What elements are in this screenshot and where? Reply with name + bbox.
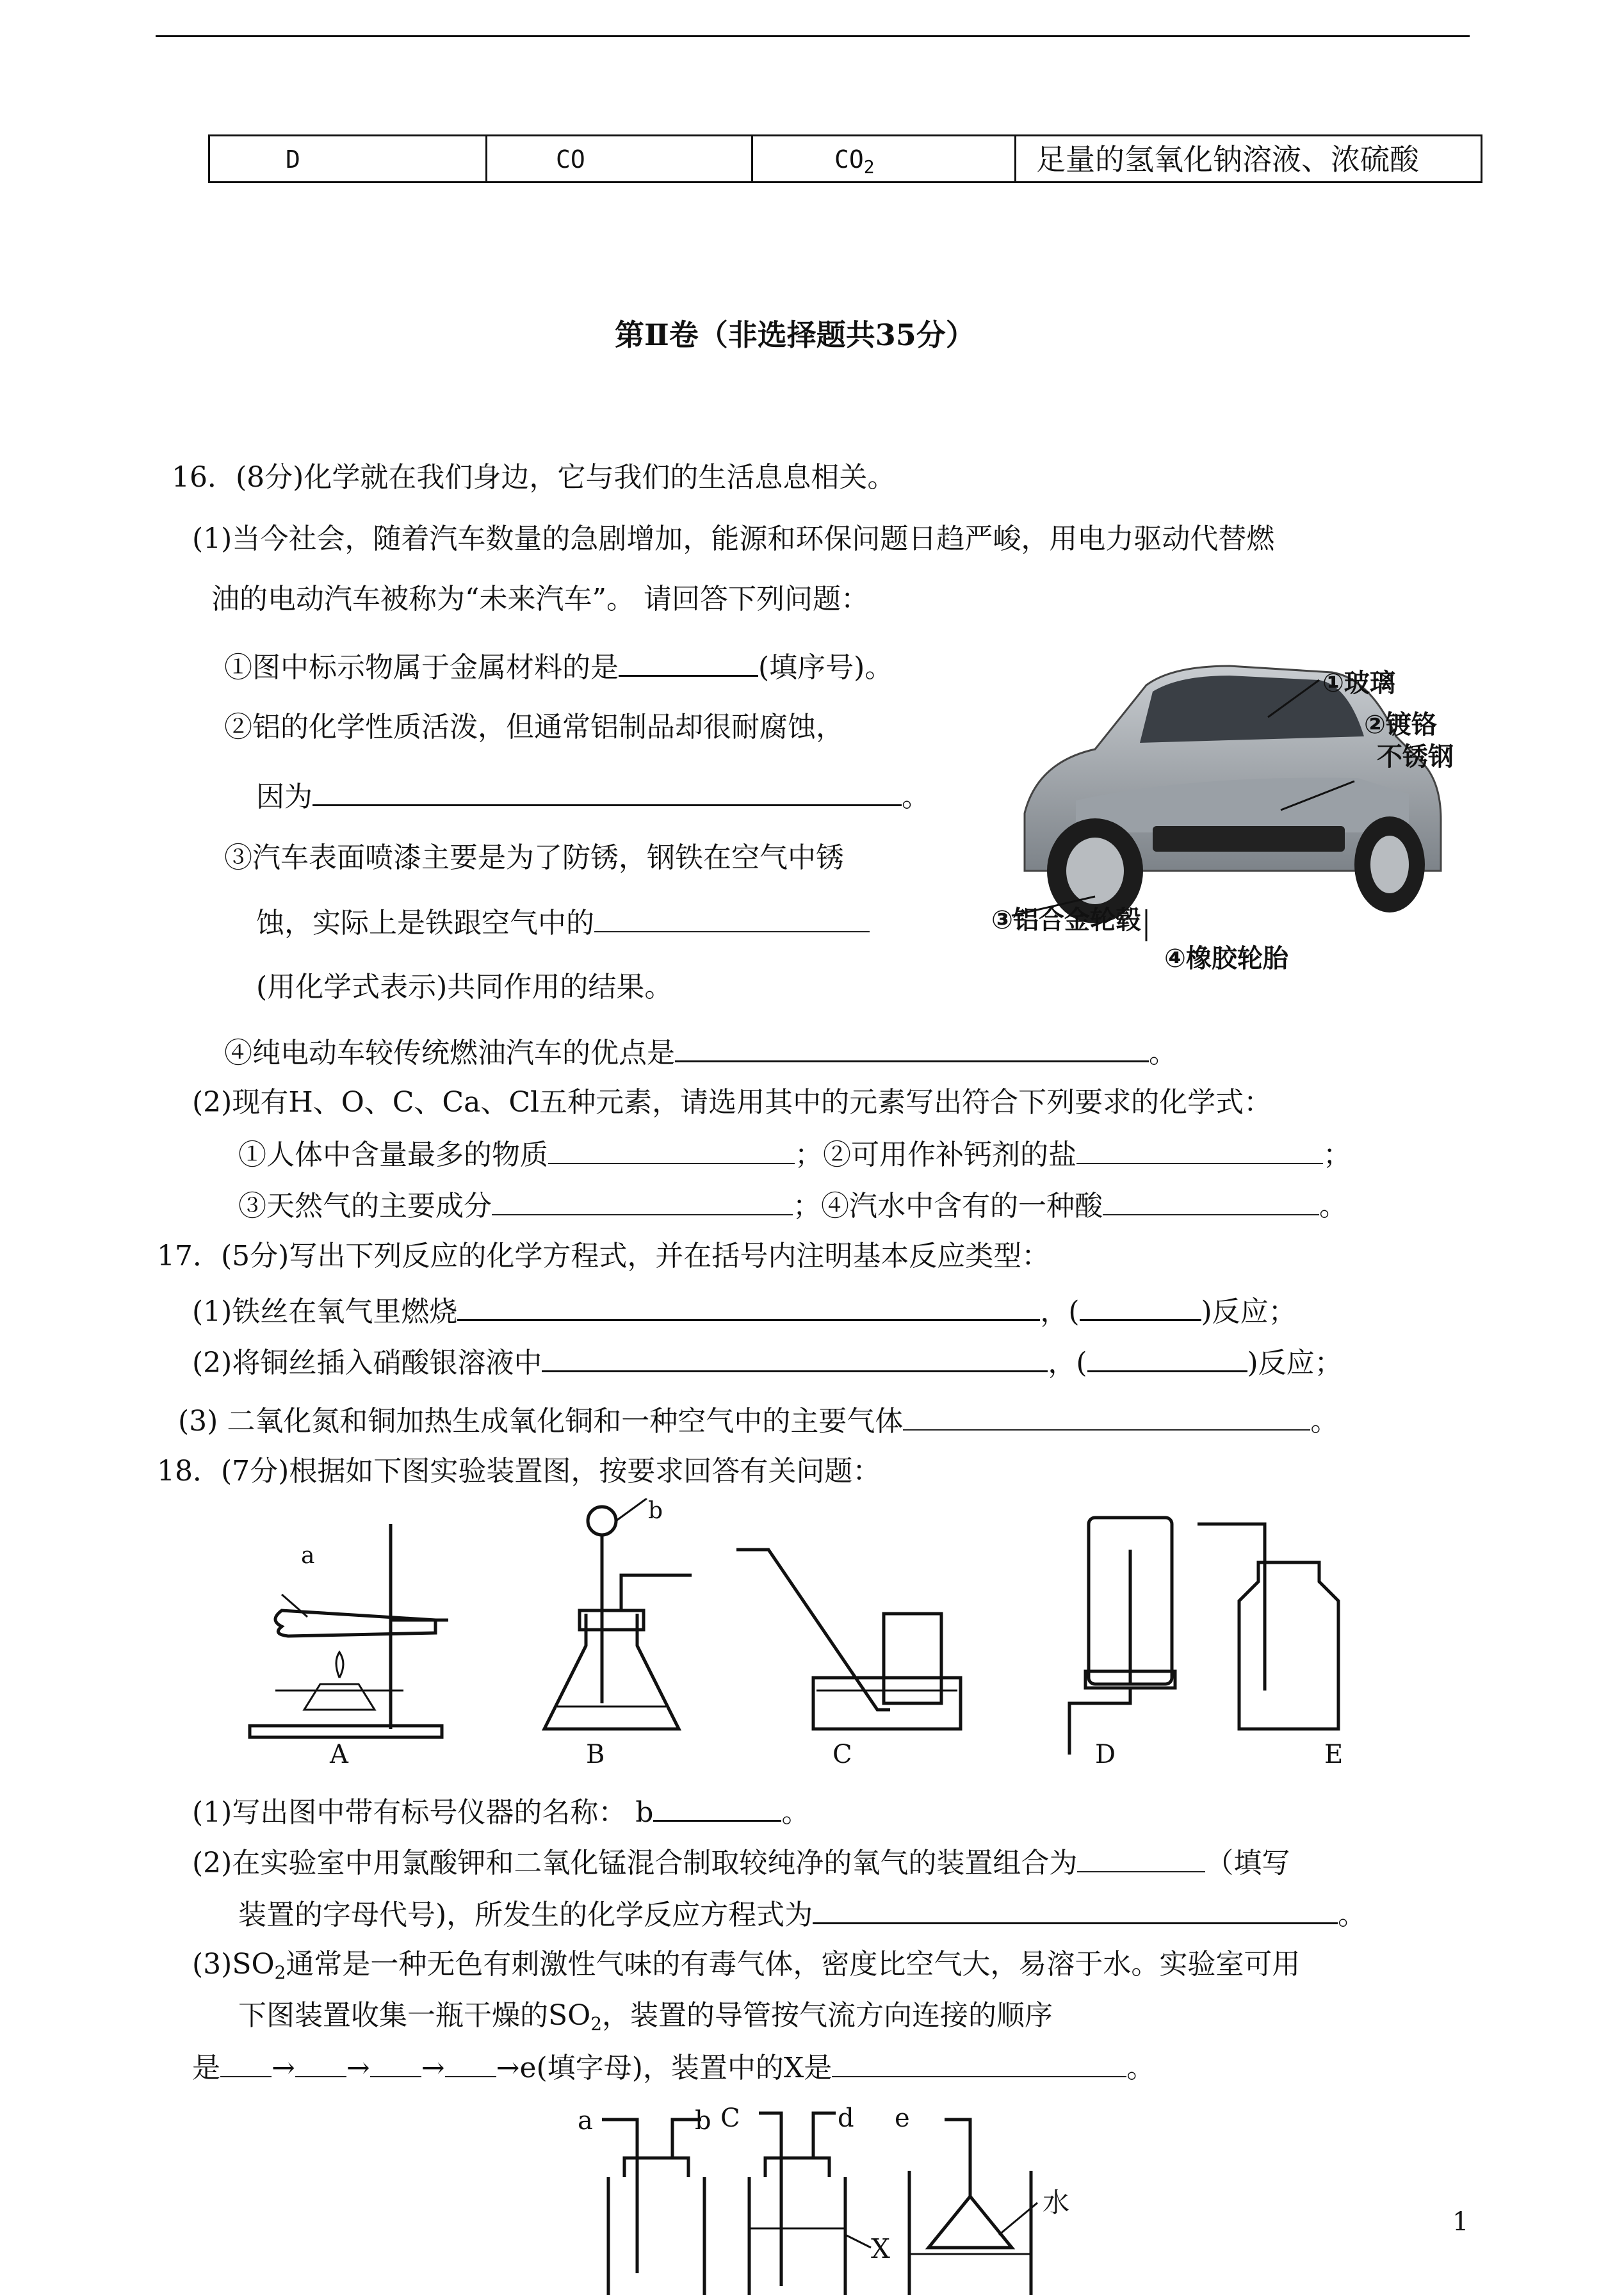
car-label-glass: ①玻璃 <box>1322 669 1395 698</box>
q18-p1: (1)写出图中带有标号仪器的名称： b 。 <box>192 1792 809 1832</box>
q17-b: (2)将铜丝插入硝酸银溶液中 ，( )反应； <box>192 1342 1343 1383</box>
bottle-1 <box>602 2120 704 2295</box>
connector-d: d <box>838 2104 854 2133</box>
q16-p1-line1: (1)当今社会，随着汽车数量的急剧增加，能源和环保问题日趋严峻，用电力驱动代替燃 <box>192 523 1275 555</box>
q16-s3-line1: ③汽车表面喷漆主要是为了防锈，钢铁在空气中锈 <box>224 841 844 874</box>
page-number: 1 <box>1452 2207 1469 2237</box>
q18-p2-line2: 装置的字母代号)，所发生的化学反应方程式为 。 <box>238 1894 1366 1934</box>
blank[interactable] <box>457 1291 1040 1321</box>
apparatus-d <box>1069 1518 1175 1755</box>
car-label-steel-2: 不锈钢 <box>1377 742 1454 772</box>
q16-p1-line2: 油的电动汽车被称为“未来汽车”。 请回答下列问题： <box>211 583 869 615</box>
collection-figure <box>589 2107 1063 2295</box>
beaker-3 <box>909 2120 1037 2295</box>
q18-p3-line1: $(3)SO_2$通常是一种无色有刺激性气味的有毒气体，密度比空气大，易溶于水。实验室可用 <box>192 1948 1301 1983</box>
blank[interactable] <box>594 903 870 932</box>
apparatus-label-d: D <box>1095 1740 1116 1769</box>
q16-p2-line2: ①人体中含量最多的物质 ；②可用作补钙剂的盐 ； <box>238 1135 1351 1174</box>
q16-s4: ④纯电动车较传统燃油汽车的优点是 。 <box>224 1032 1177 1073</box>
q18-stem: 18．(7分)根据如下图实验装置图，按要求回答有关问题： <box>157 1455 881 1488</box>
q16-stem: 16．(8分)化学就在我们身边，它与我们的生活息息相关。 <box>172 461 896 494</box>
q16-p2-line3: ③天然气的主要成分 ；④汽水中含有的一种酸 。 <box>238 1186 1347 1226</box>
blank[interactable] <box>313 776 902 806</box>
answer-table-row <box>208 134 1482 183</box>
apparatus-e <box>1198 1524 1338 1729</box>
q16-s2-line2: 因为 。 <box>256 776 930 816</box>
connector-b: b <box>695 2106 711 2136</box>
blank[interactable] <box>370 2048 421 2077</box>
q17-c: (3) 二氧化氮和铜加热生成氧化铜和一种空气中的主要气体 。 <box>178 1401 1338 1441</box>
apparatus-b <box>544 1498 692 1729</box>
blank[interactable] <box>220 2048 272 2077</box>
connector-a: a <box>578 2106 593 2136</box>
cell-co2: $CO_2$ <box>834 145 875 177</box>
cell-reagent: 足量的氢氧化钠溶液、浓硫酸 <box>1036 142 1419 177</box>
blank[interactable] <box>1103 1186 1319 1215</box>
q16-s2-line1: ②铝的化学性质活泼，但通常铝制品却很耐腐蚀， <box>224 711 844 743</box>
blank[interactable] <box>445 2048 496 2077</box>
apparatus-a <box>250 1524 448 1737</box>
blank[interactable] <box>1087 1342 1247 1372</box>
q16-s3-line2: 蚀，实际上是铁跟空气中的 <box>256 903 870 943</box>
car-label-steel-1: ②镀铬 <box>1364 710 1437 740</box>
blank[interactable] <box>813 1894 1338 1924</box>
q18-p3-line2: 下图装置收集一瓶干燥的$SO_2$，装置的导管按气流方向连接的顺序 <box>238 1999 1053 2034</box>
mark-a: a <box>301 1543 315 1569</box>
apparatus-label-a: A <box>330 1740 348 1769</box>
apparatus-label-c: C <box>832 1740 852 1769</box>
mark-b: b <box>648 1498 663 1524</box>
apparatus-figure <box>237 1498 1402 1780</box>
section-title: 第Ⅱ卷（非选择题共35分） <box>615 318 975 352</box>
blank[interactable] <box>295 2048 346 2077</box>
blank[interactable] <box>653 1792 781 1822</box>
cell-co: CO <box>556 145 585 174</box>
connector-c: C <box>720 2104 740 2133</box>
cell-d: D <box>286 145 300 174</box>
blank[interactable] <box>1077 1843 1205 1872</box>
blank[interactable] <box>675 1032 1149 1062</box>
bottle-2 <box>749 2113 871 2295</box>
blank[interactable] <box>492 1186 793 1215</box>
q16-s1: ①图中标示物属于金属材料的是 (填序号)。 <box>224 647 893 687</box>
car-label-tire: ④橡胶轮胎 <box>1164 944 1288 973</box>
connector-e: e <box>895 2104 910 2133</box>
apparatus-c <box>736 1550 961 1729</box>
blank[interactable] <box>548 1135 795 1164</box>
blank[interactable] <box>832 2048 1126 2077</box>
blank[interactable] <box>1080 1291 1201 1321</box>
blank[interactable] <box>542 1342 1048 1372</box>
q16-p2-line1: (2)现有H、O、C、Ca、Cl五种元素，请选用其中的元素写出符合下列要求的化学式： <box>192 1086 1272 1119</box>
label-water: 水 <box>1043 2187 1070 2218</box>
label-x: X <box>871 2233 890 2264</box>
q17-stem: 17．(5分)写出下列反应的化学方程式，并在括号内注明基本反应类型： <box>157 1240 1050 1272</box>
apparatus-label-e: E <box>1324 1740 1344 1769</box>
blank[interactable] <box>903 1401 1310 1431</box>
q17-a: (1)铁丝在氧气里燃烧 ，( )反应； <box>192 1291 1297 1331</box>
car-label-wheel: ③铝合金轮毂 <box>991 905 1141 935</box>
blank[interactable] <box>619 647 758 677</box>
q18-p3-line3: 是 → → → →e(填字母)，装置中的X是 。 <box>192 2048 1155 2088</box>
q16-s3-line3: (用化学式表示)共同作用的结果。 <box>256 971 673 1003</box>
q18-p2-line1: (2)在实验室中用氯酸钾和二氧化锰混合制取较纯净的氧气的装置组合为 （填写 <box>192 1843 1290 1883</box>
header-rule <box>156 35 1470 37</box>
blank[interactable] <box>1076 1135 1323 1164</box>
apparatus-label-b: B <box>586 1740 605 1769</box>
